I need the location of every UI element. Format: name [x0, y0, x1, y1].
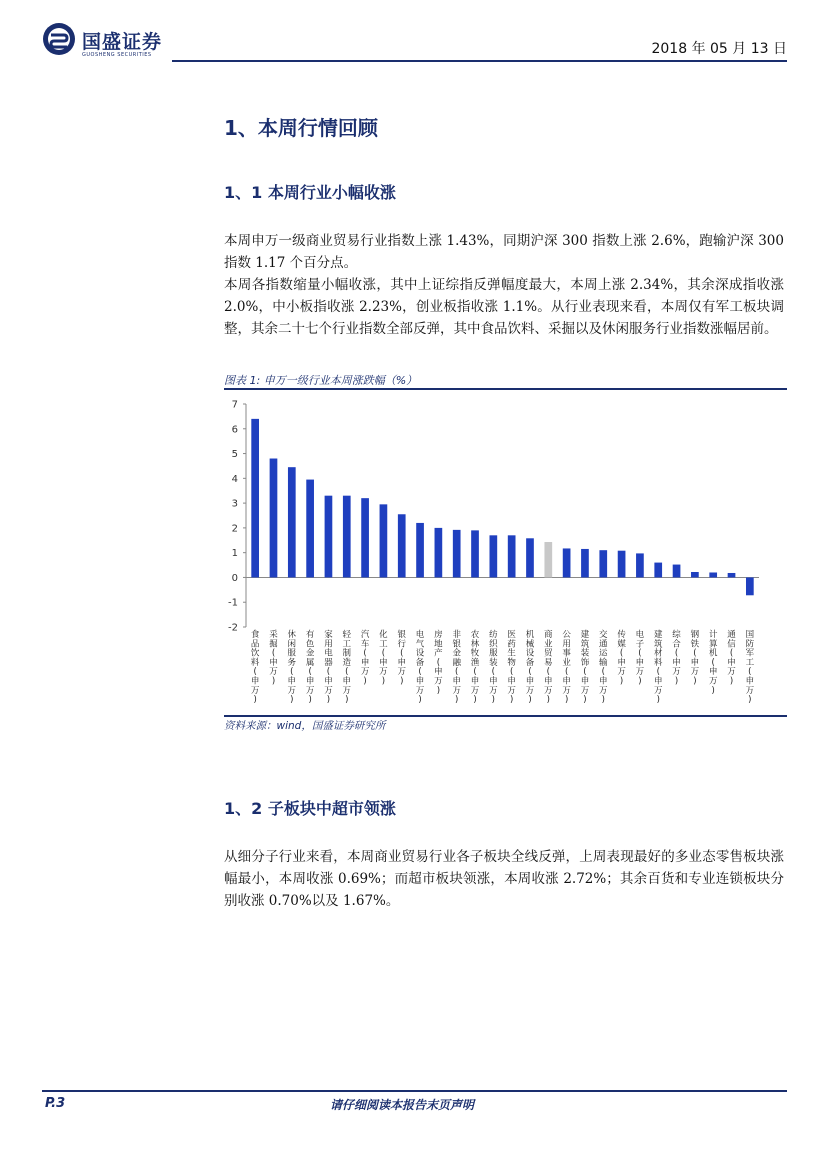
y-tick-label: 2 [231, 523, 238, 535]
x-tick-label: 有色金属(申万) [305, 630, 315, 706]
x-tick-label: 电子(申万) [635, 630, 645, 687]
bar-3 [288, 467, 296, 577]
paragraph: 本周各指数缩量小幅收涨，其中上证综指反弹幅度最大，本周上涨 2.34%，其余深成指收涨 2.0%，中小板指收涨 2.23%，创业板指收涨 1.1%。从行业表现来看，本周仅有军工板块调整，其余二十七个行业指数全部反弹，其中食品饮料、采掘以及休闲服务行业指数涨幅居前。 [224, 277, 784, 337]
bar-25 [691, 572, 699, 577]
x-tick-label: 传媒(申万) [617, 630, 626, 687]
bar-24 [673, 565, 681, 578]
x-tick-label: 通信(申万) [727, 630, 736, 687]
bar-4 [306, 480, 314, 578]
footer-disclaimer: 请仔细阅读本报告末页声明 [330, 1098, 475, 1112]
x-tick-label: 国防军工(申万) [745, 630, 755, 706]
x-tick-label: 建筑材料(申万) [653, 630, 663, 706]
bar-18 [563, 548, 571, 577]
y-tick-label: -2 [228, 622, 238, 634]
y-tick-label: 1 [231, 548, 238, 560]
x-tick-label: 房地产(申万) [434, 630, 443, 696]
header-divider [172, 60, 787, 62]
paragraph: 本周申万一级商业贸易行业指数上涨 1.43%，同期沪深 300 指数上涨 2.6%，跑输沪深 300 指数 1.17 个百分点。 [224, 233, 784, 271]
guosheng-logo-icon [42, 22, 76, 56]
section-1-1-title: 1、1 本周行业小幅收涨 [224, 183, 396, 202]
y-tick-label: 3 [231, 498, 238, 510]
figure-title: 图表 1: 申万一级行业本周涨跌幅（%） [224, 374, 418, 387]
y-tick-label: 6 [231, 424, 238, 436]
x-tick-label: 化工(申万) [379, 630, 388, 687]
brand-name: 国盛证券 [82, 31, 163, 53]
x-tick-label: 医药生物(申万) [507, 630, 516, 706]
bar-13 [471, 530, 479, 577]
x-tick-label: 电气设备(申万) [415, 630, 425, 706]
page-number: P.3 [45, 1096, 66, 1111]
bar-9 [398, 514, 406, 577]
x-tick-label: 交通运输(申万) [599, 630, 608, 706]
x-tick-label: 计算机(申万) [708, 630, 718, 696]
bar-17 [544, 542, 552, 577]
bar-5 [325, 496, 333, 578]
figure-bottom-rule [224, 715, 787, 717]
bar-2 [270, 459, 278, 578]
bar-15 [508, 535, 516, 577]
x-tick-label: 机械设备(申万) [525, 630, 535, 706]
x-tick-label: 农林牧渔(申万) [470, 630, 480, 706]
bar-8 [380, 504, 388, 577]
y-tick-label: 7 [231, 399, 238, 411]
industry-change-bar-chart [224, 392, 787, 714]
bar-26 [709, 572, 717, 577]
section-1-title: 1、本周行情回顾 [224, 116, 378, 140]
report-date: 2018 年 05 月 13 日 [651, 41, 787, 57]
bar-22 [636, 553, 644, 577]
bar-20 [599, 550, 607, 577]
bar-11 [435, 528, 443, 578]
brand-subtitle: GUOSHENG SECURITIES [82, 52, 152, 58]
bar-21 [618, 551, 626, 578]
bar-1 [251, 419, 259, 578]
x-tick-label: 钢铁(申万) [690, 630, 700, 687]
x-tick-label: 食品饮料(申万) [250, 630, 260, 706]
x-tick-label: 银行(申万) [397, 630, 406, 687]
x-tick-label: 非银金融(申万) [452, 630, 461, 706]
figure-top-rule [224, 388, 787, 390]
bar-28 [746, 577, 754, 595]
y-tick-label: 4 [231, 473, 238, 485]
x-tick-label: 综合(申万) [672, 630, 681, 687]
bar-27 [728, 573, 736, 577]
bar-14 [489, 535, 497, 577]
bar-19 [581, 549, 589, 577]
section-1-1-body [224, 230, 784, 340]
bar-7 [361, 498, 369, 577]
x-tick-label: 汽车(申万) [360, 630, 370, 687]
bar-10 [416, 523, 424, 578]
section-1-2-title: 1、2 子板块中超市领涨 [224, 799, 396, 818]
footer-divider [42, 1090, 787, 1092]
bar-6 [343, 496, 351, 578]
paragraph: 从细分子行业来看，本周商业贸易行业各子板块全线反弹，上周表现最好的多业态零售板块涨幅最小，本周收涨 0.69%；而超市板块领涨，本周收涨 2.72%；其余百货和专业连锁板块分别收涨 0.70%以及 1.67%。 [224, 849, 784, 909]
y-tick-label: 5 [231, 449, 238, 461]
x-tick-label: 公用事业(申万) [562, 630, 571, 706]
x-tick-label: 家用电器(申万) [324, 630, 333, 706]
page-header [42, 22, 787, 62]
section-1-2-body [224, 846, 784, 912]
x-tick-label: 轻工制造(申万) [342, 630, 352, 706]
x-tick-label: 商业贸易(申万) [544, 630, 553, 706]
bar-16 [526, 538, 534, 577]
bar-23 [654, 563, 662, 578]
x-tick-label: 建筑装饰(申万) [580, 630, 590, 706]
y-tick-label: -1 [228, 597, 238, 609]
x-tick-label: 纺织服装(申万) [489, 630, 498, 706]
figure-source: 资料来源：wind，国盛证券研究所 [224, 720, 386, 732]
x-tick-label: 休闲服务(申万) [287, 630, 297, 706]
bar-12 [453, 530, 461, 578]
y-tick-label: 0 [231, 572, 238, 584]
x-tick-label: 采掘(申万) [269, 630, 278, 687]
